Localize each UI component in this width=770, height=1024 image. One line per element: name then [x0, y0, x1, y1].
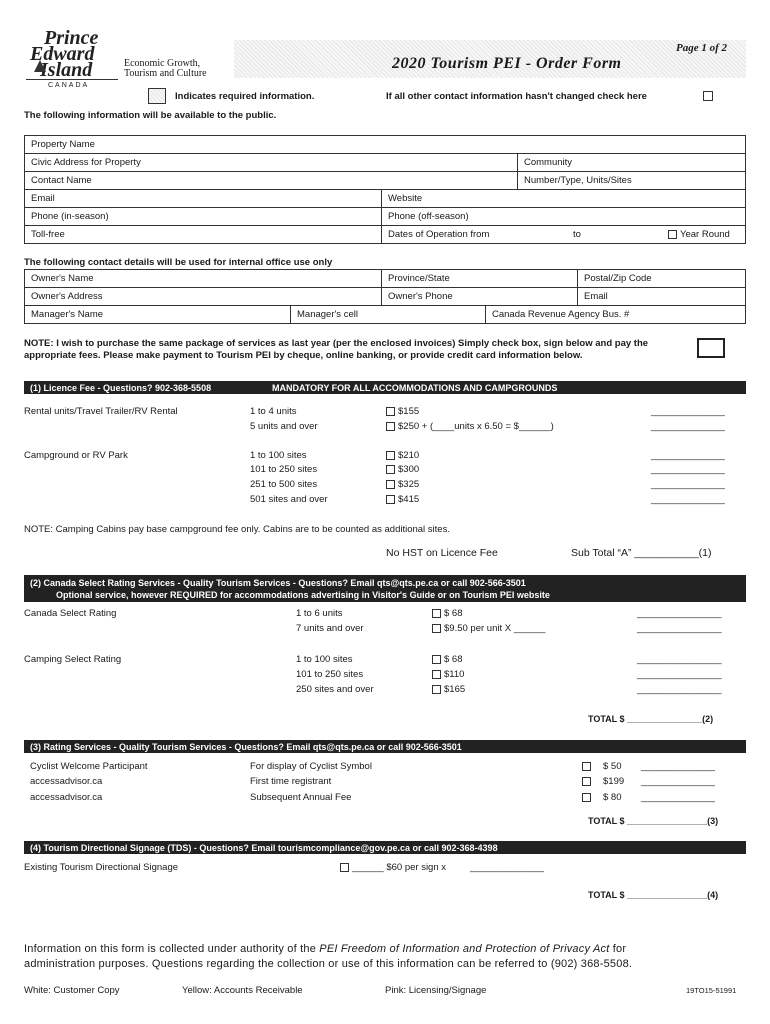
owner-address-label: Owner's Address: [31, 291, 103, 302]
camping-select-fee-2: $165: [444, 684, 466, 695]
section1-mandatory: MANDATORY FOR ALL ACCOMMODATIONS AND CAMPGROUNDS: [272, 383, 558, 393]
campground-amount-3[interactable]: ______________: [651, 494, 725, 505]
dept-line2: Tourism and Culture: [124, 68, 207, 79]
dates-to-label: to: [573, 229, 581, 240]
camping-select-option-0[interactable]: [432, 654, 463, 665]
campground-option-3[interactable]: [386, 494, 419, 505]
subtotal-a[interactable]: Sub Total “A” ___________(1): [571, 547, 712, 559]
unchanged-note: If all other contact information hasn't changed check here: [386, 91, 647, 102]
internal-note: The following contact details will be used for internal office use only: [24, 257, 333, 268]
total-4[interactable]: TOTAL $ ________________(4): [588, 890, 719, 900]
campground-amount-1[interactable]: ______________: [651, 464, 725, 475]
phone-in-season-label: Phone (in-season): [31, 211, 109, 222]
section4-header: [24, 841, 746, 854]
year-round-label: Year Round: [680, 229, 730, 240]
section3-left-2: accessadvisor.ca: [30, 792, 103, 803]
public-note: The following information will be available to the public.: [24, 110, 277, 121]
section3-mid-1: First time registrant: [250, 776, 332, 787]
privacy-suffix: for: [609, 943, 627, 955]
rental-amount-1[interactable]: ______________: [651, 421, 725, 432]
camping-select-checkbox-2[interactable]: [432, 685, 441, 694]
contact-name-label: Contact Name: [31, 175, 92, 186]
campground-range-0: 1 to 100 sites: [250, 450, 307, 461]
toll-free-label: Toll-free: [31, 229, 65, 240]
rental-checkbox-1[interactable]: [386, 422, 395, 431]
logo-text-edward: Edward: [30, 43, 95, 65]
rental-fee-1: $250 + (____units x 6.50 = $______): [398, 421, 554, 432]
campground-fee-3: $415: [398, 494, 420, 505]
manager-cell-field[interactable]: [291, 306, 486, 324]
logo-divider: [26, 79, 118, 80]
rental-amount-0[interactable]: ______________: [651, 406, 725, 417]
total-3[interactable]: TOTAL $ ________________(3): [588, 816, 719, 826]
section1-title: (1) Licence Fee - Questions? 902-368-5508: [30, 383, 212, 393]
campground-fee-2: $325: [398, 479, 420, 490]
camping-select-amount-1[interactable]: ________________: [637, 669, 722, 680]
dept-line1: Economic Growth,: [124, 58, 201, 69]
section3-fee-2: $ 80: [603, 792, 622, 803]
rental-range-1: 5 units and over: [250, 421, 318, 432]
province-field[interactable]: [382, 270, 578, 288]
camping-select-range-2: 250 sites and over: [296, 684, 374, 695]
website-label: Website: [388, 193, 423, 204]
civic-address-label: Civic Address for Property: [31, 157, 141, 168]
year-round-checkbox[interactable]: [668, 230, 677, 239]
phone-in-season-field[interactable]: [25, 208, 382, 226]
email-label: Email: [31, 193, 55, 204]
camping-select-range-1: 101 to 250 sites: [296, 669, 364, 680]
rental-range-0: 1 to 4 units: [250, 406, 297, 417]
campground-range-1: 101 to 250 sites: [250, 464, 318, 475]
signage-label: Existing Tourism Directional Signage: [24, 862, 179, 873]
campground-amount-2[interactable]: ______________: [651, 479, 725, 490]
section2-header: [24, 575, 746, 602]
year-round-option[interactable]: [668, 229, 730, 240]
toll-free-field[interactable]: [25, 226, 382, 244]
camping-select-fee-0: $ 68: [444, 654, 463, 665]
canada-select-amount-0[interactable]: ________________: [637, 608, 722, 619]
signage-option[interactable]: [340, 862, 446, 873]
form-code: 19TO15-51991: [686, 986, 737, 995]
section3-left-0: Cyclist Welcome Participant: [30, 761, 148, 772]
cra-business-number-label: Canada Revenue Agency Bus. #: [492, 309, 630, 320]
canada-select-range-1: 7 units and over: [296, 623, 364, 634]
canada-select-option-1[interactable]: [432, 623, 545, 634]
campground-option-1[interactable]: [386, 464, 419, 475]
postal-code-field[interactable]: [578, 270, 746, 288]
dates-of-operation-label: Dates of Operation from: [388, 229, 490, 240]
logo-country: CANADA: [48, 82, 90, 89]
section3-amount-2[interactable]: ______________: [641, 792, 715, 803]
camping-select-amount-2[interactable]: ________________: [637, 684, 722, 695]
internal-info-table: [24, 269, 746, 324]
owner-name-field[interactable]: [25, 270, 382, 288]
canada-select-fee-1: $9.50 per unit X ______: [444, 623, 546, 634]
privacy-line2: administration purposes. Questions regarding the collection or use of this information can be referred to (902) 368-5508.: [24, 958, 633, 970]
section3-amount-1[interactable]: ______________: [641, 776, 715, 787]
logo-tree-icon: [34, 60, 46, 72]
section3-left-1: accessadvisor.ca: [30, 776, 103, 787]
number-type-field[interactable]: [518, 172, 746, 190]
canada-select-range-0: 1 to 6 units: [296, 608, 343, 619]
cabins-note: NOTE: Camping Cabins pay base campground fee only. Cabins are to be counted as additional sites.: [24, 524, 450, 535]
owner-email-label: Email: [584, 291, 608, 302]
number-type-label: Number/Type, Units/Sites: [524, 175, 632, 186]
community-label: Community: [524, 157, 573, 168]
copy-pink: Pink: Licensing/Signage: [385, 985, 487, 996]
logo: [26, 27, 126, 90]
section3-fee-0: $ 50: [603, 761, 622, 772]
section3-amount-0[interactable]: ______________: [641, 761, 715, 772]
section1-header: [24, 381, 746, 394]
signage-amount[interactable]: ______________: [470, 862, 544, 873]
section3-checkbox-2[interactable]: [582, 793, 591, 802]
section3-header: [24, 740, 746, 753]
dates-of-operation-field[interactable]: [382, 226, 746, 244]
privacy-act-name: PEI Freedom of Information and Protection of Privacy Act: [319, 943, 610, 955]
canada-select-label: Canada Select Rating: [24, 608, 117, 619]
phone-off-season-field[interactable]: [382, 208, 746, 226]
canada-select-checkbox-0[interactable]: [432, 609, 441, 618]
canada-select-checkbox-1[interactable]: [432, 624, 441, 633]
civic-address-field[interactable]: [25, 154, 518, 172]
community-field[interactable]: [518, 154, 746, 172]
website-field[interactable]: [382, 190, 746, 208]
camping-select-amount-0[interactable]: ________________: [637, 654, 722, 665]
campground-amount-0[interactable]: ______________: [651, 450, 725, 461]
rental-label: Rental units/Travel Trailer/RV Rental: [24, 406, 178, 417]
email-field[interactable]: [25, 190, 382, 208]
property-name-label: Property Name: [31, 139, 95, 150]
page-title: 2020 Tourism PEI - Order Form: [392, 55, 622, 72]
canada-select-amount-1[interactable]: ________________: [637, 623, 722, 634]
camping-select-option-1[interactable]: [432, 669, 464, 680]
signage-checkbox[interactable]: [340, 863, 349, 872]
campground-range-2: 251 to 500 sites: [250, 479, 318, 490]
section3-option-1[interactable]: [582, 776, 624, 787]
section3-checkbox-0[interactable]: [582, 762, 591, 771]
owner-address-field[interactable]: [25, 288, 382, 306]
rental-checkbox-0[interactable]: [386, 407, 395, 416]
section3-option-0[interactable]: [582, 761, 622, 772]
manager-name-field[interactable]: [25, 306, 291, 324]
required-note: Indicates required information.: [175, 91, 315, 102]
canada-select-option-0[interactable]: [432, 608, 463, 619]
campground-fee-0: $210: [398, 450, 420, 461]
owner-name-label: Owner's Name: [31, 273, 94, 284]
copy-white: White: Customer Copy: [24, 985, 120, 996]
page-label: Page 1 of 2: [676, 42, 728, 54]
canada-select-fee-0: $ 68: [444, 608, 463, 619]
section3-option-2[interactable]: [582, 792, 622, 803]
section3-mid-0: For display of Cyclist Symbol: [250, 761, 372, 772]
campground-option-2[interactable]: [386, 479, 419, 490]
camping-select-checkbox-0[interactable]: [432, 655, 441, 664]
campground-checkbox-3[interactable]: [386, 495, 395, 504]
camping-select-checkbox-1[interactable]: [432, 670, 441, 679]
campground-fee-1: $300: [398, 464, 420, 475]
purchase-note: NOTE: I wish to purchase the same package of services as last year (per the enclosed invoices) Simply check box, sign below and pay the appropriate fees. Please make payment to Tourism PEI by cheque, online banking, or provide credit card information below.: [24, 338, 649, 361]
section2-title: (2) Canada Select Rating Services - Quality Tourism Services - Questions? Email qts@qts.pe.ca or call 902-566-3501: [30, 578, 526, 588]
cra-business-number-field[interactable]: [486, 306, 746, 324]
section2-subtitle: Optional service, however REQUIRED for accommodations advertising in Visitor's Guide or on Tourism PEI website: [56, 590, 550, 600]
section3-mid-2: Subsequent Annual Fee: [250, 792, 352, 803]
camping-select-option-2[interactable]: [432, 684, 465, 695]
public-info-table: [24, 135, 746, 244]
copy-yellow: Yellow: Accounts Receivable: [182, 985, 303, 996]
required-legend-swatch: [148, 88, 166, 104]
phone-off-season-label: Phone (off-season): [388, 211, 469, 222]
rental-option-1[interactable]: [386, 421, 554, 432]
camping-select-fee-1: $110: [444, 669, 465, 680]
campground-label: Campground or RV Park: [24, 450, 128, 461]
logo-text-island: Island: [40, 59, 93, 81]
camping-select-range-0: 1 to 100 sites: [296, 654, 353, 665]
owner-email-field[interactable]: [578, 288, 746, 306]
section3-title: (3) Rating Services - Quality Tourism Services - Questions? Email qts@qts.pe.ca or call 902-566-3501: [30, 742, 462, 752]
property-name-field[interactable]: [25, 136, 746, 154]
manager-name-label: Manager's Name: [31, 309, 104, 320]
owner-phone-label: Owner's Phone: [388, 291, 453, 302]
section3-fee-1: $199: [603, 776, 625, 787]
campground-checkbox-0[interactable]: [386, 451, 395, 460]
rental-option-0[interactable]: [386, 406, 419, 417]
manager-cell-label: Manager's cell: [297, 309, 358, 320]
privacy-prefix: Information on this form is collected under authority of the: [24, 943, 320, 955]
section4-title: (4) Tourism Directional Signage (TDS) - Questions? Email tourismcompliance@gov.pe.ca or call 902-368-4398: [30, 843, 498, 853]
total-2[interactable]: TOTAL $ _______________(2): [588, 714, 714, 724]
no-hst-note: No HST on Licence Fee: [386, 547, 498, 559]
unchanged-checkbox[interactable]: [703, 91, 713, 101]
province-label: Province/State: [388, 273, 450, 284]
contact-name-field[interactable]: [25, 172, 518, 190]
camping-select-label: Camping Select Rating: [24, 654, 122, 665]
campground-checkbox-1[interactable]: [386, 465, 395, 474]
campground-option-0[interactable]: [386, 450, 419, 461]
postal-code-label: Postal/Zip Code: [584, 273, 652, 284]
owner-phone-field[interactable]: [382, 288, 578, 306]
section3-checkbox-1[interactable]: [582, 777, 591, 786]
same-package-checkbox[interactable]: [697, 338, 725, 358]
logo-text-prince: Prince: [44, 27, 99, 49]
signage-fee: ______ $60 per sign x: [352, 862, 447, 873]
rental-fee-0: $155: [398, 406, 420, 417]
campground-range-3: 501 sites and over: [250, 494, 328, 505]
campground-checkbox-2[interactable]: [386, 480, 395, 489]
privacy-statement: [24, 942, 746, 972]
